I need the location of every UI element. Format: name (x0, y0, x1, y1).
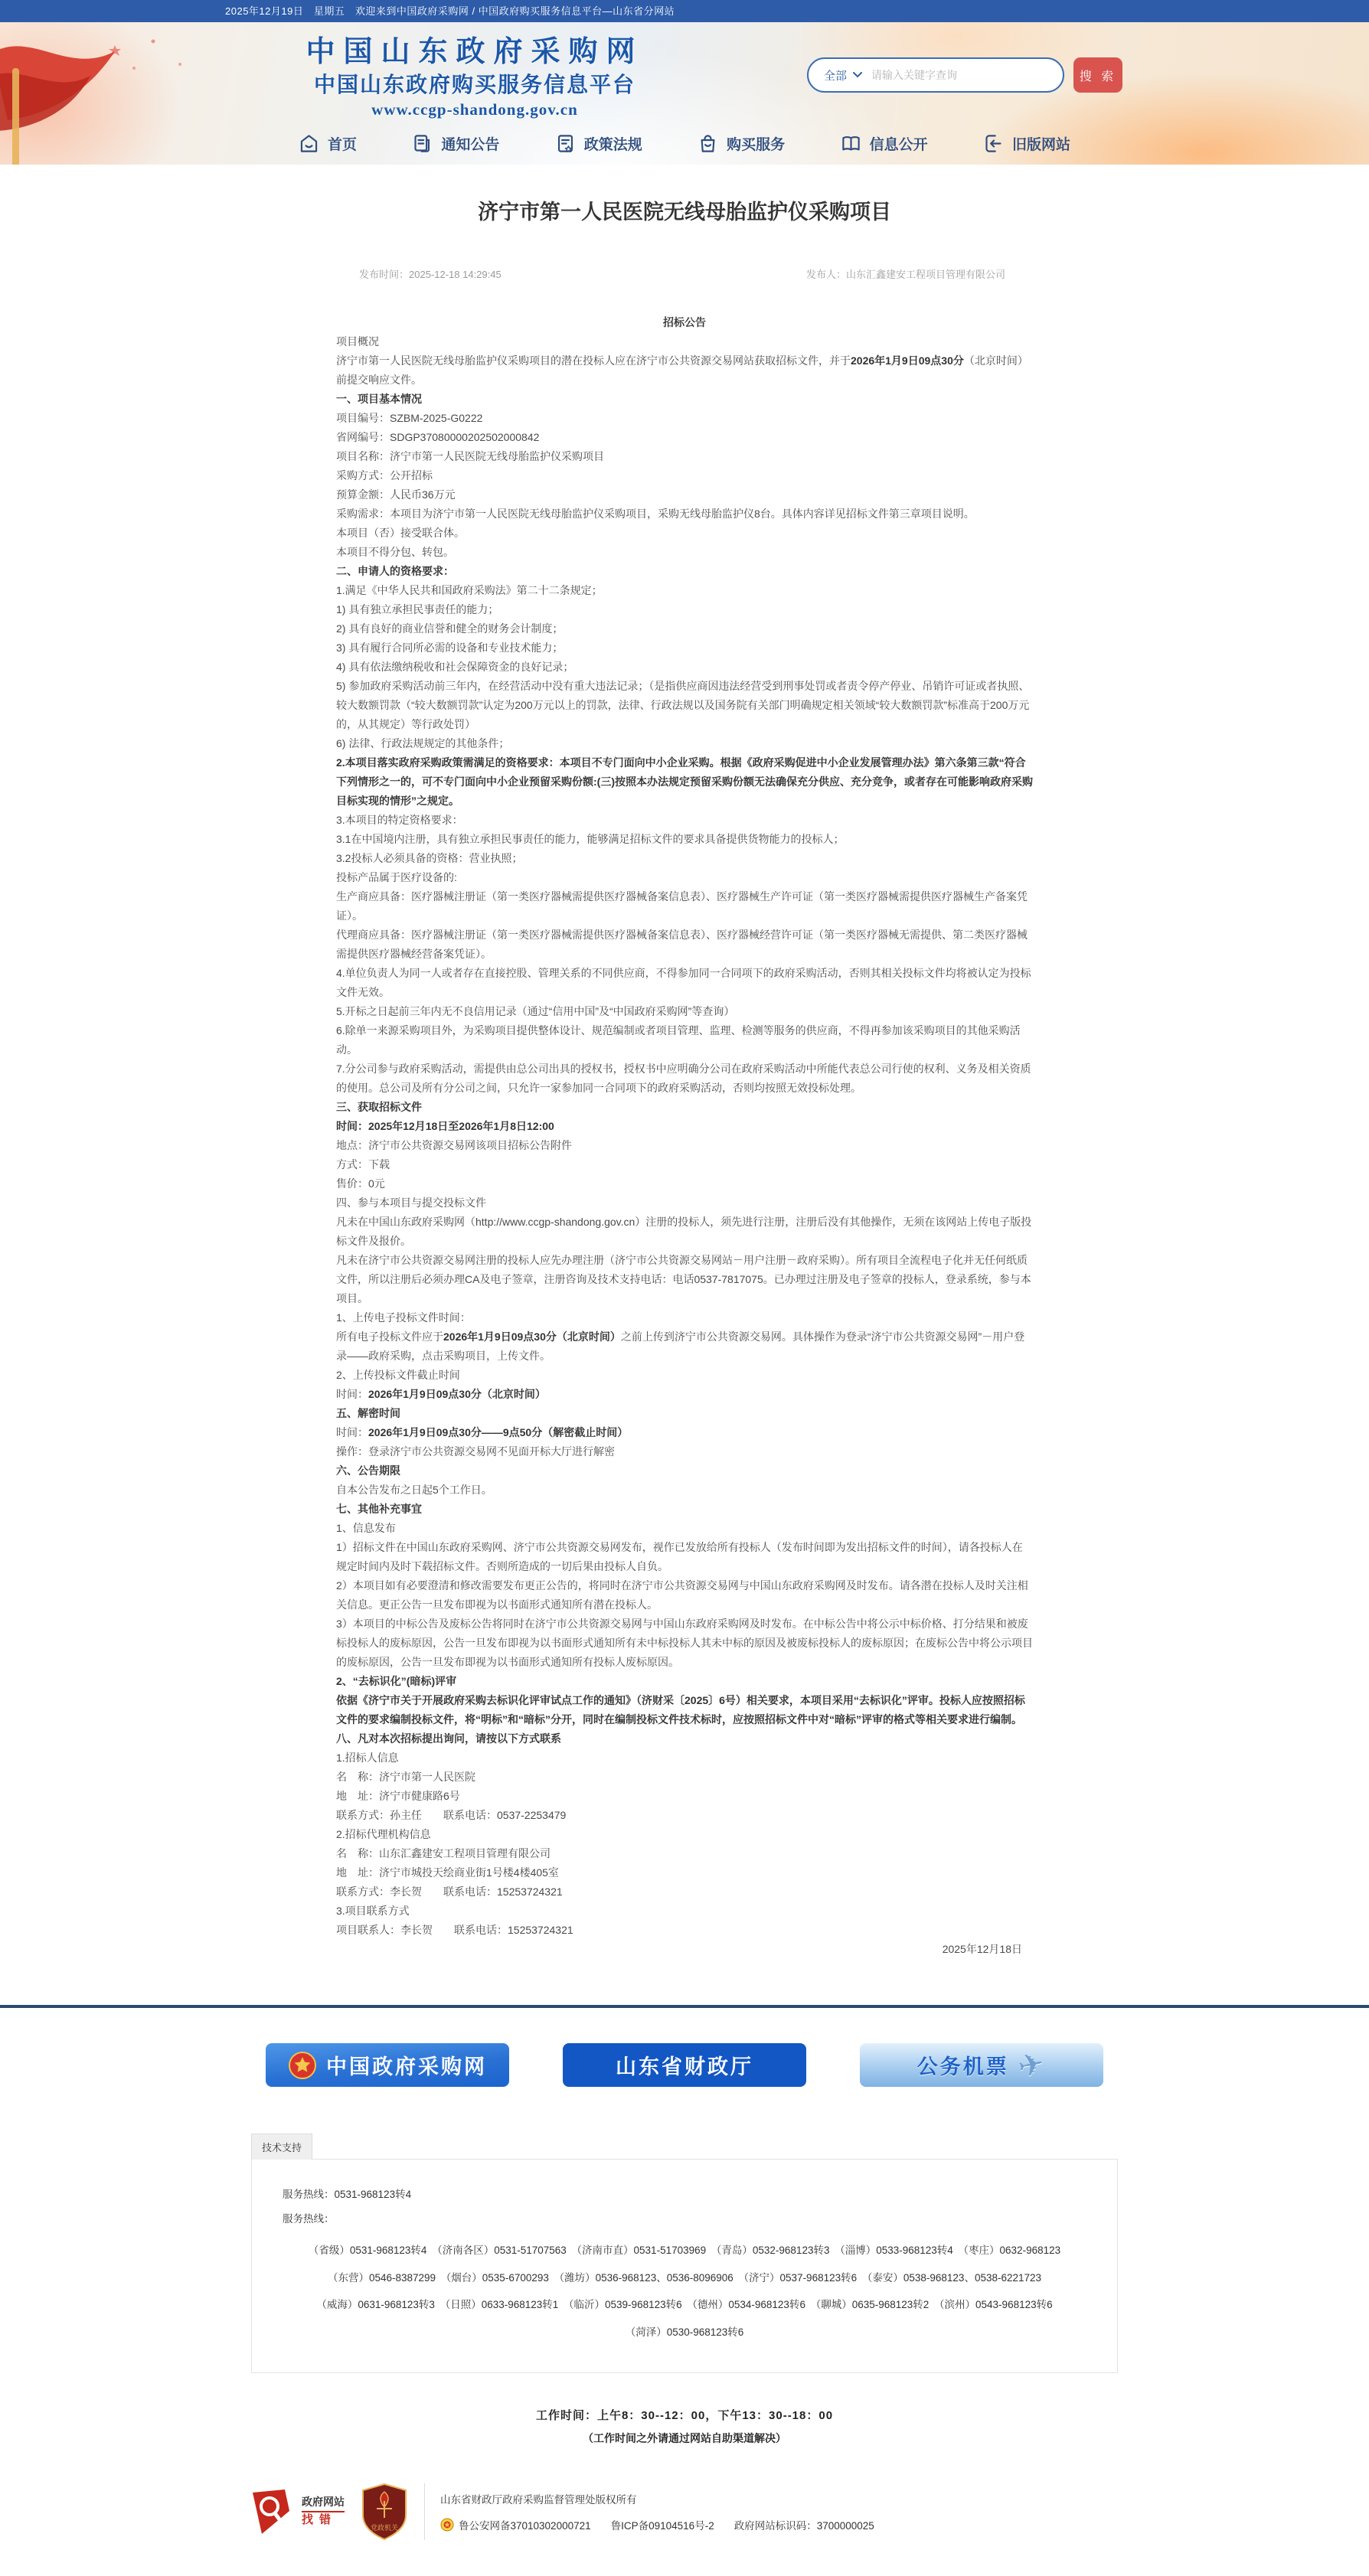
nav-item-disclosure[interactable] (841, 133, 928, 154)
announcement-paragraph: 2.本项目落实政府采购政策需满足的资格要求：本项目不专门面向中小企业采购。根据《政府采购促进中小企业发展管理办法》第六条第三款“符合下列情形之一的，可不专门面向中小企业预留采购份额:(三)按照本办法规定预留采购份额无法确保充分供应、充分竞争，或者存在可能影响政府采购目标实现的情形”之规定。 (336, 756, 1033, 807)
announcement-body (336, 313, 1033, 1959)
search-category-select[interactable] (824, 67, 862, 83)
icp-beian[interactable]: 鲁ICP备09104516号-2 (610, 2519, 714, 2532)
airplane-icon: ✈ (1014, 2045, 1050, 2085)
announcement-paragraph: 三、获取招标文件 (336, 1101, 422, 1113)
announcement-paragraph: 地 址：济宁市健康路6号 (336, 1790, 460, 1802)
announcement-paragraph: 1、上传电子投标文件时间： (336, 1311, 471, 1324)
announcement-paragraph: 3）本项目的中标公告及废标公告将同时在济宁市公共资源交易网与中国山东政府采购网及时发布。在中标公告中将公示中标价格、打分结果和被废标投标人的废标原因，公告一旦发布即视为以书面形式通知所有未中标投标人其未中标的原因及被废标投标人的废标原因；在废标公告中将公示项目的废标原因，公告一旦发布即视为以书面形式通知所有投标人废标原因。 (336, 1618, 1033, 1668)
announcement-paragraph: 时间：2025年12月18日至2026年1月8日12:00 (336, 1120, 554, 1132)
nav-item-old-site[interactable] (983, 133, 1070, 154)
banner-finance-dept[interactable] (563, 2043, 806, 2087)
announcement-paragraph: 地点：济宁市公共资源交易网该项目招标公告附件 (336, 1139, 572, 1151)
announcement-article (336, 165, 1033, 1959)
service-hotline-main: 服务热线：0531-968123转4 (283, 2189, 412, 2200)
announcement-paragraph: 一、项目基本情况 (336, 393, 422, 405)
announcement-paragraph: 1.满足《中华人民共和国政府采购法》第二十二条规定； (336, 584, 603, 596)
announcement-paragraph: 招标公告 (663, 316, 706, 328)
publisher: 发布人：山东汇鑫建安工程项目管理有限公司 (805, 269, 1005, 280)
work-time-note: （工作时间之外请通过网站自助渠道解决） (583, 2431, 786, 2444)
main-nav (225, 133, 1144, 154)
nav-item-home[interactable] (299, 133, 357, 154)
announcement-paragraph: 2) 具有良好的商业信誉和健全的财务会计制度； (336, 622, 564, 635)
nav-item-policies[interactable] (555, 133, 642, 154)
chevron-down-icon (853, 72, 862, 78)
announcement-paragraph: 联系方式：李长贺 联系电话：15253724321 (336, 1885, 563, 1898)
site-logo[interactable] (276, 34, 674, 121)
announcement-paragraph: 项目概况 (336, 335, 379, 348)
announcement-paragraph: 生产商应具备：医疗器械注册证（第一类医疗器械需提供医疗器械备案信息表）、医疗器械生产许可证（第一类医疗器械需提供医疗器械生产备案凭证）。 (336, 890, 1028, 922)
announcement-paragraph: 七、其他补充事宜 (336, 1503, 422, 1515)
nav-label: 旧版网站 (1011, 137, 1070, 153)
announcement-paragraph: 2、“去标识化”(暗标)评审 (336, 1675, 457, 1687)
announcement-paragraph: 二、申请人的资格要求： (336, 565, 454, 577)
announcement-paragraph: 3.本项目的特定资格要求： (336, 814, 463, 826)
badge-find-line2: 找错 (302, 2513, 338, 2527)
service-hotline-label: 服务热线： (283, 2213, 335, 2225)
policy-icon (555, 133, 576, 154)
announcement-paragraph: 2.招标代理机构信息 (336, 1828, 431, 1840)
site-title: 中国山东政府采购网 (305, 36, 644, 68)
page-title: 济宁市第一人民医院无线母胎监护仪采购项目 (478, 201, 891, 224)
announcement-paragraph: 采购方式：公开招标 (336, 469, 433, 482)
nav-item-services[interactable] (698, 133, 785, 154)
hotline-line: （省级）0531-968123转4 （济南各区）0531-51707563 （济南市直）0531-51703969 （青岛）0532-968123转3 （淄博）0533-968123转4 （枣庄）0632-968123 (308, 2244, 1061, 2256)
announcement-paragraph: 操作：登录济宁市公共资源交易网不见面开标大厅进行解密 (336, 1445, 615, 1458)
footer-divider (0, 2005, 1369, 2008)
publish-time: 发布时间：2025-12-18 14:29:45 (359, 269, 502, 280)
announcement-paragraph: 3.项目联系方式 (336, 1905, 410, 1917)
search-button[interactable]: 搜 索 (1073, 57, 1122, 93)
gov-site-error-badge[interactable] (251, 2488, 345, 2535)
announcement-paragraph: 2）本项目如有必要澄清和修改需要发布更正公告的，将同时在济宁市公共资源交易网与中国山东政府采购网及时发布。请各潜在投标人及时关注相关信息。更正公告一旦发布即视为以书面形式通知所有潜在投标人。 (336, 1579, 1028, 1611)
banner-label: 山东省财政厅 (616, 2055, 753, 2078)
announcement-paragraph: 7.分公司参与政府采购活动，需提供由总公司出具的授权书，授权书中应明确分公司在政府采购活动中所能代表总公司行使的权利、义务及相关资质的使用。总公司及所有分公司之间，只允许一家参加同一合同项下的政府采购活动，否则均按照无效投标处理。 (336, 1063, 1031, 1094)
notice-icon (412, 133, 433, 154)
announcement-paragraph: 五、解密时间 (336, 1407, 400, 1419)
shield-badge-label: 党政机关 (370, 2523, 399, 2532)
announcement-paragraph: 售价：0元 (336, 1177, 385, 1190)
article-meta (336, 266, 1033, 281)
announcement-paragraph: 联系方式：孙主任 联系电话：0537-2253479 (336, 1809, 567, 1821)
nav-label: 政策法规 (583, 137, 642, 153)
magnifier-icon (251, 2488, 296, 2535)
announcement-paragraph: 3.1在中国境内注册，具有独立承担民事责任的能力，能够满足招标文件的要求具备提供货物能力的投标人； (336, 833, 845, 845)
announcement-paragraph: 2025年12月18日 (942, 1943, 1022, 1955)
announcement-paragraph: 时间：2026年1月9日09点30分——9点50分（解密截止时间） (336, 1426, 629, 1438)
site-header (0, 22, 1369, 165)
open-book-icon (841, 133, 861, 154)
tech-support-box (251, 2159, 1118, 2373)
hotline-line: （东营）0546-8387299 （烟台）0535-6700293 （潍坊）0536-968123、0536-8096906 （济宁）0537-968123转6 （泰安）0538-968123、0538-6221723 (327, 2271, 1042, 2284)
hotline-line: （威海）0631-968123转3 （日照）0633-968123转1 （临沂）0539-968123转6 （德州）0534-968123转6 （聊城）0635-968123转2 （滨州）0543-968123转6 (316, 2299, 1053, 2311)
banner-label: 中国政府采购网 (326, 2055, 487, 2078)
announcement-paragraph: 项目名称：济宁市第一人民医院无线母胎监护仪采购项目 (336, 450, 604, 462)
announcement-paragraph: 1.招标人信息 (336, 1752, 399, 1764)
police-emblem-icon (440, 2518, 454, 2532)
announcement-paragraph: 八、凡对本次招标提出询问，请按以下方式联系 (336, 1732, 561, 1745)
announcement-paragraph: 4) 具有依法缴纳税收和社会保障资金的良好记录； (336, 661, 574, 673)
announcement-paragraph: 1、信息发布 (336, 1522, 396, 1534)
tech-support-section (251, 2133, 1118, 2373)
announcement-paragraph: 六、公告期限 (336, 1464, 400, 1477)
announcement-paragraph: 名 称：山东汇鑫建安工程项目管理有限公司 (336, 1847, 551, 1859)
site-url: www.ccgp-shandong.gov.cn (371, 100, 578, 119)
nav-label: 信息公开 (869, 137, 928, 153)
announcement-paragraph: 4.单位负责人为同一人或者存在直接控股、管理关系的不同供应商，不得参加同一合同项下的政府采购活动，否则其相关投标文件均将被认定为投标文件无效。 (336, 967, 1031, 998)
exit-arrow-icon (983, 133, 1004, 154)
page-bottom (251, 2483, 1118, 2576)
search-input[interactable] (870, 68, 1052, 82)
banner-ccgp[interactable] (266, 2043, 509, 2087)
announcement-paragraph: 5.开标之日起前三年内无不良信用记录（通过“信用中国”及“中国政府采购网”等查询） (336, 1005, 735, 1017)
vertical-divider (424, 2483, 425, 2540)
announcement-paragraph: 6) 法律、行政法规规定的其他条件； (336, 737, 510, 749)
announcement-paragraph: 凡未在济宁市公共资源交易网注册的投标人应先办理注册（济宁市公共资源交易网站－用户注册－政府采购）。所有项目全流程电子化并无任何纸质文件，所以注册后必须办理CA及电子签章，注册咨询及技术支持电话：电话0537-7817075。已办理过注册及电子签章的投标人，登录系统，参与本项目。 (336, 1254, 1031, 1304)
nav-item-notices[interactable] (412, 133, 499, 154)
announcement-paragraph: 采购需求：本项目为济宁市第一人民医院无线母胎监护仪采购项目，采购无线母胎监护仪8台。具体内容详见招标文件第三章项目说明。 (336, 508, 975, 520)
announcement-paragraph: 时间：2026年1月9日09点30分（北京时间） (336, 1388, 546, 1400)
nav-label: 通知公告 (441, 137, 500, 153)
welcome-text: 2025年12月19日 星期五 欢迎来到中国政府采购网 / 中国政府购买服务信息平台—山东省分网站 (225, 5, 675, 17)
announcement-paragraph: 投标产品属于医疗设备的: (336, 871, 457, 883)
announcement-paragraph: 1) 具有独立承担民事责任的能力； (336, 603, 499, 615)
nav-label: 购买服务 (727, 137, 786, 153)
red-flag-decoration (0, 22, 253, 165)
announcement-paragraph: 凡未在中国山东政府采购网（http://www.ccgp-shandong.gov.cn）注册的投标人，须先进行注册，注册后没有其他操作，无须在该网站上传电子版投标文件及报价。 (336, 1216, 1032, 1247)
announcement-paragraph: 依据《济宁市关于开展政府采购去标识化评审试点工作的通知》（济财采〔2025〕6号）相关要求，本项目采用“去标识化”评审。投标人应按照招标文件的要求编制投标文件，将“明标”和“暗标”分开，同时在编制投标文件技术标时，应按照招标文件中对“暗标”评审的格式等相关要求进行编制。 (336, 1694, 1025, 1725)
site-subtitle: 中国山东政府购买服务信息平台 (313, 72, 635, 96)
top-bar (0, 0, 1369, 22)
announcement-paragraph: 3) 具有履行合同所必需的设备和专业技术能力； (336, 642, 564, 654)
banner-label: 公务机票 (916, 2055, 1009, 2078)
announcement-paragraph: 方式：下载 (336, 1158, 390, 1170)
copyright-text: 山东省财政厅政府采购监督管理处版权所有 (440, 2493, 637, 2506)
search-category-label: 全部 (824, 69, 848, 83)
announcement-paragraph: 预算金额：人民币36万元 (336, 488, 456, 501)
announcement-paragraph: 3.2投标人必须具备的资格：营业执照； (336, 852, 523, 864)
site-code: 政府网站标识码：3700000025 (734, 2519, 874, 2532)
announcement-paragraph: 项目编号：SZBM-2025-G0222 (336, 412, 483, 424)
announcement-paragraph: 项目联系人：李长贺 联系电话：15253724321 (336, 1924, 573, 1936)
announcement-paragraph: 所有电子投标文件应于2026年1月9日09点30分（北京时间）之前上传到济宁市公共资源交易网。具体操作为登录“济宁市公共资源交易网”－用户登录——政府采购，点击采购项目，上传文件。 (336, 1330, 1025, 1362)
announcement-paragraph: 本项目不得分包、转包。 (336, 546, 454, 558)
announcement-paragraph: 自本公告发布之日起5个工作日。 (336, 1484, 492, 1496)
announcement-paragraph: 济宁市第一人民医院无线母胎监护仪采购项目的潜在投标人应在济宁市公共资源交易网站获取招标文件，并于2026年1月9日09点30分（北京时间）前提交响应文件。 (336, 354, 1028, 386)
announcement-paragraph: 2、上传投标文件截止时间 (336, 1369, 460, 1381)
home-icon (299, 133, 319, 154)
announcement-paragraph: 地 址：济宁市城投天绘商业街1号楼4楼405室 (336, 1866, 559, 1879)
announcement-paragraph: 四、参与本项目与提交投标文件 (336, 1197, 486, 1209)
national-emblem-icon (288, 2051, 317, 2080)
tech-support-tab[interactable]: 技术支持 (251, 2134, 312, 2160)
announcement-paragraph: 5) 参加政府采购活动前三年内，在经营活动中没有重大违法记录；（是指供应商因违法经营受到刑事处罚或者责令停产停业、吊销许可证或者执照、较大数额罚款（“较大数额罚款”认定为200万元以上的罚款，法律、行政法规以及国务院有关部门明确规定相关领域“较大数额罚款”标准高于200万元的，从其规定）等行政处罚） (336, 680, 1030, 730)
police-beian[interactable]: 鲁公安网备37010302000721 (459, 2519, 591, 2532)
party-gov-shield-badge[interactable] (360, 2483, 409, 2541)
hotline-line: （菏泽）0530-968123转6 (625, 2326, 744, 2339)
search-bar (807, 57, 1122, 93)
work-time: 工作时间：上午8：30--12：00，下午13：30--18：00 (535, 2408, 834, 2422)
badge-find-line1: 政府网站 (302, 2495, 345, 2512)
search-box (807, 57, 1064, 93)
announcement-paragraph: 名 称：济宁市第一人民医院 (336, 1771, 475, 1783)
announcement-paragraph: 代理商应具备：医疗器械注册证（第一类医疗器械需提供医疗器械备案信息表）、医疗器械经营许可证（第一类医疗器械无需提供、第二类医疗器械需提供医疗器械经营备案凭证）。 (336, 929, 1028, 960)
shopping-bag-icon (698, 133, 718, 154)
nav-label: 首页 (328, 137, 358, 153)
banner-official-ticket[interactable] (860, 2043, 1103, 2087)
friend-link-banners (0, 2043, 1369, 2087)
announcement-paragraph: 1）招标文件在中国山东政府采购网、济宁市公共资源交易网发布，视作已发放给所有投标人（发布时间即为发出招标文件的时间），请各投标人在规定时间内及时下载招标文件。否则所造成的一切后果由投标人自负。 (336, 1541, 1023, 1572)
hotline-lines (283, 2237, 1086, 2346)
announcement-paragraph: 省网编号：SDGP37080000202502000842 (336, 431, 540, 443)
announcement-paragraph: 6.除单一来源采购项目外，为采购项目提供整体设计、规范编制或者项目管理、监理、检测等服务的供应商，不得再参加该采购项目的其他采购活动。 (336, 1024, 1021, 1056)
announcement-paragraph: 本项目（否）接受联合体。 (336, 527, 465, 539)
